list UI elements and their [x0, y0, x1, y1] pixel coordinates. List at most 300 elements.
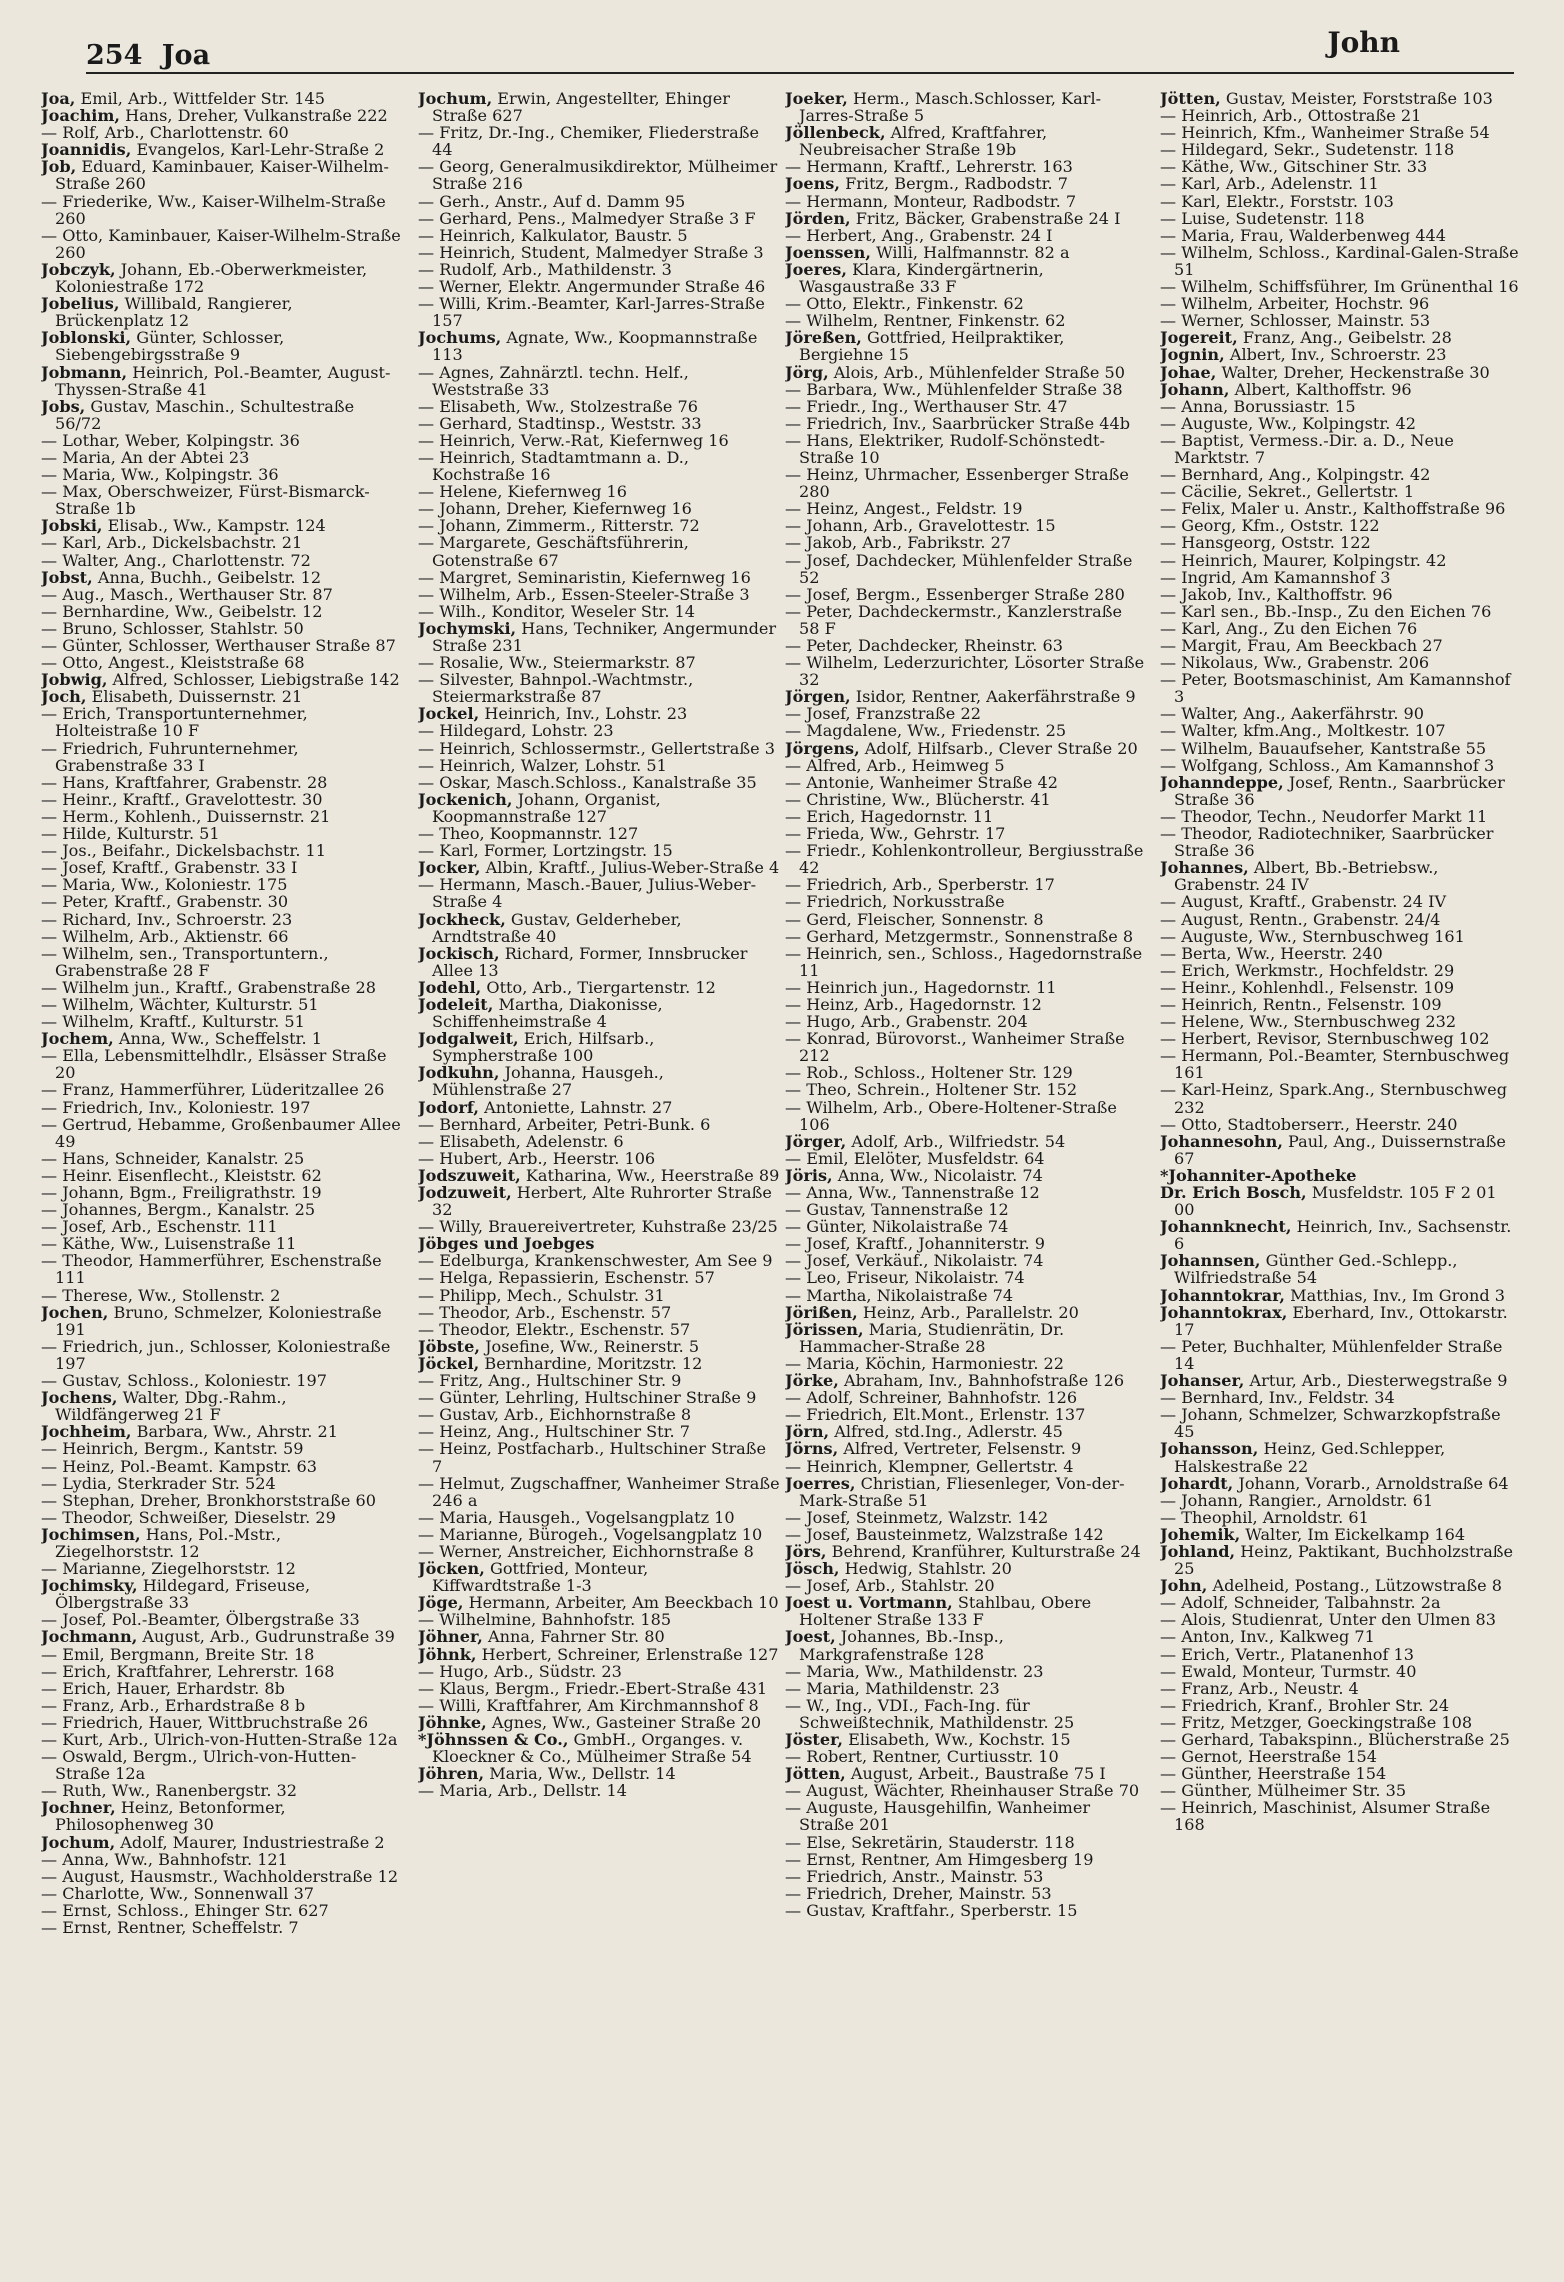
directory-entry: — Theodor, Techn., Neudorfer Markt 11 [1160, 806, 1488, 826]
directory-entry: Jobelius, Willibald, Rangierer, Brückenplatz 12 [41, 294, 293, 331]
directory-entry: — Maria, An der Abtei 23 [41, 447, 250, 467]
directory-entry: — Josef, Kraftf., Johanniterstr. 9 [785, 1234, 1045, 1254]
directory-entry: — Georg, Kfm., Oststr. 122 [1160, 516, 1380, 536]
directory-entry: — Oswald, Bergm., Ulrich-von-Hutten-Straße 12a [41, 1747, 357, 1784]
directory-entry: — Erich, Hagedornstr. 11 [785, 806, 994, 826]
directory-entry: — Hildegard, Lohstr. 23 [418, 721, 614, 741]
directory-entry: — Friedrich, Inv., Koloniestr. 197 [41, 1097, 311, 1117]
directory-entry: — Wilhelm, Lederzurichter, Lösorter Straße 32 [785, 653, 1145, 690]
directory-entry: Jodorf, Antoniette, Lahnstr. 27 [418, 1097, 673, 1117]
directory-entry: — Heinz, Arb., Hagedornstr. 12 [785, 994, 1042, 1014]
page-number: 254 [86, 40, 143, 71]
directory-entry: — Werner, Anstreicher, Eichhornstraße 8 [418, 1541, 754, 1561]
directory-entry: Jodgalweit, Erich, Hilfsarb., Sympherstraße 100 [418, 1029, 655, 1066]
directory-entry: — Josef, Steinmetz, Walzstr. 142 [785, 1507, 1049, 1527]
directory-entry: — Josef, Arb., Eschenstr. 111 [41, 1217, 278, 1237]
directory-entry: — Hugo, Arb., Südstr. 23 [418, 1661, 622, 1681]
directory-entry: — Hansgeorg, Oststr. 122 [1160, 533, 1371, 553]
directory-entry: — Heinrich, Klempner, Gellertstr. 4 [785, 1456, 1074, 1476]
directory-entry: — Otto, Elektr., Finkenstr. 62 [785, 294, 1024, 314]
directory-entry: — Heinrich, Kalkulator, Baustr. 5 [418, 225, 688, 245]
directory-entry: — Werner, Schlosser, Mainstr. 53 [1160, 311, 1431, 331]
directory-entry: — Gustav, Arb., Eichhornstraße 8 [418, 1405, 692, 1425]
directory-entry: — Erich, Hauer, Erhardstr. 8b [41, 1678, 285, 1698]
directory-entry: — Bernhard, Inv., Feldstr. 34 [1160, 1388, 1395, 1408]
directory-entry: — Marianne, Bürogeh., Vogelsangplatz 10 [418, 1524, 763, 1544]
directory-entry: — Josef, Kraftf., Grabenstr. 33 I [41, 858, 298, 878]
directory-entry: — Erich, Vertr., Platanenhof 13 [1160, 1644, 1415, 1664]
directory-entry: Johann, Albert, Kalthoffstr. 96 [1160, 379, 1412, 399]
directory-entry: — Günter, Lehrling, Hultschiner Straße 9 [418, 1388, 757, 1408]
directory-entry: — Herbert, Ang., Grabenstr. 24 I [785, 225, 1053, 245]
directory-entry: — Josef, Arb., Stahlstr. 20 [785, 1576, 995, 1596]
directory-entry: Jochum, Erwin, Angestellter, Ehinger Straße 627 [418, 90, 730, 126]
directory-entry: — Werner, Elektr. Angermunder Straße 46 [418, 277, 766, 297]
directory-entry: — Maria, Ww., Mathildenstr. 23 [785, 1661, 1044, 1681]
directory-entry: Jöster, Elisabeth, Ww., Kochstr. 15 [785, 1730, 1071, 1749]
directory-entry: — Elisabeth, Adelenstr. 6 [418, 1131, 624, 1151]
directory-entry: Jodzuweit, Herbert, Alte Ruhrorter Straße 32 [418, 1183, 772, 1220]
directory-entry: — Wilhelm, Arbeiter, Hochstr. 96 [1160, 294, 1430, 314]
directory-entry: Jobst, Anna, Buchh., Geibelstr. 12 [41, 567, 322, 587]
directory-entry: — Anna, Ww., Tannenstraße 12 [785, 1183, 1040, 1202]
directory-entry: Jötten, Gustav, Meister, Forststraße 103 [1160, 90, 1493, 108]
directory-entry: — Hermann, Masch.-Bauer, Julius-Weber-Straße 4 [418, 875, 757, 912]
directory-entry: — Bruno, Schlosser, Stahlstr. 50 [41, 618, 304, 638]
directory-entry: — Auguste, Hausgehilfin, Wanheimer Straße 201 [785, 1798, 1091, 1835]
directory-entry: — Rolf, Arb., Charlottenstr. 60 [41, 123, 289, 143]
directory-entry: — Wolfgang, Schloss., Am Kamannshof 3 [1160, 755, 1495, 775]
directory-entry: — Anna, Ww., Bahnhofstr. 121 [41, 1849, 288, 1869]
directory-entry: — Josef, Pol.-Beamter, Ölbergstraße 33 [41, 1610, 360, 1630]
directory-entry: — Heinrich, Stadtamtmann a. D., Kochstraße 16 [418, 447, 690, 485]
directory-entry: — Karl, Former, Lortzingstr. 15 [418, 841, 673, 861]
directory-entry: — Johann, Bgm., Freiligrathstr. 19 [41, 1183, 322, 1202]
directory-entry: — Friedrich, Norkusstraße [785, 892, 1005, 912]
directory-entry: — Lothar, Weber, Kolpingstr. 36 [41, 430, 300, 450]
directory-entry: — Johann, Arb., Gravelottestr. 15 [785, 516, 1056, 536]
directory-entry: Jodeleit, Martha, Diakonisse, Schiffenheimstraße 4 [418, 994, 663, 1032]
directory-entry: — Heinz, Uhrmacher, Essenberger Straße 280 [785, 465, 1129, 502]
directory-entry: Jockisch, Richard, Former, Innsbrucker Allee 13 [418, 943, 748, 980]
directory-entry: Jöbste, Josefine, Ww., Reinerstr. 5 [418, 1336, 700, 1356]
directory-entry: Johae, Walter, Dreher, Heckenstraße 30 [1160, 362, 1490, 382]
directory-entry: Joenssen, Willi, Halfmannstr. 82 a [785, 242, 1070, 262]
directory-entry: — Theo, Koopmannstr. 127 [418, 824, 639, 844]
directory-entry: — Theodor, Radiotechniker, Saarbrücker Straße 36 [1160, 824, 1494, 861]
directory-entry: Jochmann, August, Arb., Gudrunstraße 39 [41, 1627, 395, 1647]
directory-entry: — Gustav, Schloss., Koloniestr. 197 [41, 1371, 328, 1391]
directory-entry: — Wilhelm, Arb., Aktienstr. 66 [41, 926, 289, 946]
directory-entry: Jochum, Adolf, Maurer, Industriestraße 2 [41, 1832, 385, 1852]
directory-entry: — Wilhelmine, Bahnhofstr. 185 [418, 1610, 672, 1630]
directory-entry: — Rudolf, Arb., Mathildenstr. 3 [418, 259, 672, 279]
directory-entry: Jörgen, Isidor, Rentner, Aakerfährstraße 9 [785, 687, 1136, 707]
directory-entry: — Friedrich, Elt.Mont., Erlenstr. 137 [785, 1405, 1086, 1425]
directory-entry: Jochimsky, Hildegard, Friseuse, Ölbergstraße 33 [41, 1576, 311, 1613]
directory-entry: *Johanniter-Apotheke [1160, 1165, 1357, 1185]
directory-entry: — Josef, Verkäuf., Nikolaistr. 74 [785, 1251, 1044, 1271]
directory-entry: — Baptist, Vermess.-Dir. a. D., Neue Marktstr. 7 [1160, 430, 1454, 467]
directory-entry: — Fritz, Metzger, Goeckingstraße 108 [1160, 1712, 1473, 1732]
directory-entry: — Heinz, Ang., Hultschiner Str. 7 [418, 1422, 691, 1442]
directory-entry: — Käthe, Ww., Luisenstraße 11 [41, 1234, 297, 1254]
directory-entry: — Gerhard, Pens., Malmedyer Straße 3 F [418, 208, 756, 228]
directory-entry: — Ella, Lebensmittelhdlr., Elsässer Straße 20 [41, 1046, 387, 1083]
column-4 [1160, 90, 1522, 2270]
directory-entry: — Friedr., Ing., Werthauser Str. 47 [785, 396, 1068, 416]
directory-entry: — Günther, Mülheimer Str. 35 [1160, 1781, 1407, 1801]
directory-entry: — Maria, Frau, Walderbenweg 444 [1160, 225, 1447, 245]
directory-entry: — Charlotte, Ww., Sonnenwall 37 [41, 1883, 315, 1903]
directory-entry: — Margret, Seminaristin, Kiefernweg 16 [418, 567, 751, 587]
directory-entry: Johannknecht, Heinrich, Inv., Sachsenstr. 6 [1160, 1217, 1512, 1254]
header-left-word: Joa [161, 40, 211, 71]
directory-entry: Joa, Emil, Arb., Wittfelder Str. 145 [41, 90, 325, 108]
directory-entry: Jöcken, Gottfried, Monteur, Kiffwardtstraße 1-3 [418, 1559, 649, 1596]
directory-entry: Jöge, Hermann, Arbeiter, Am Beeckbach 10 [418, 1593, 779, 1613]
directory-entry: — Gustav, Tannenstraße 12 [785, 1200, 1009, 1220]
directory-entry: — Jakob, Inv., Kalthoffstr. 96 [1160, 584, 1393, 604]
directory-entry: — Maria, Arb., Dellstr. 14 [418, 1781, 627, 1801]
directory-entry: — Erich, Kraftfahrer, Lehrerstr. 168 [41, 1661, 335, 1681]
directory-entry: Johansson, Heinz, Ged.Schlepper, Halskestraße 22 [1160, 1439, 1446, 1476]
directory-entry: — Alois, Studienrat, Unter den Ulmen 83 [1160, 1610, 1496, 1630]
directory-entry: Johannesohn, Paul, Ang., Duissernstraße 67 [1160, 1131, 1506, 1168]
directory-entry: — Maria, Ww., Kolpingstr. 36 [41, 465, 279, 485]
directory-entry: — Friedrich, Anstr., Mainstr. 53 [785, 1866, 1044, 1886]
directory-entry: Jockenich, Johann, Organist, Koopmannstraße 127 [418, 789, 661, 826]
directory-entry: — Karl-Heinz, Spark.Ang., Sternbuschweg 232 [1160, 1080, 1507, 1117]
directory-entry: — Emil, Elelöter, Musfeldstr. 64 [785, 1148, 1045, 1168]
directory-entry: — August, Hausmstr., Wachholderstraße 12 [41, 1866, 399, 1886]
directory-entry: — Heinz, Postfacharb., Hultschiner Straße 7 [418, 1439, 767, 1476]
directory-entry: Jöllenbeck, Alfred, Kraftfahrer, Neubreisacher Straße 19b [785, 123, 1048, 160]
directory-entry: Jognin, Albert, Inv., Schroerstr. 23 [1160, 345, 1447, 365]
directory-entry: — August, Rentn., Grabenstr. 24/4 [1160, 909, 1441, 929]
directory-entry: — Heinrich, Verw.-Rat, Kiefernweg 16 [418, 430, 729, 450]
directory-entry: — Theophil, Arnoldstr. 61 [1160, 1507, 1369, 1527]
directory-entry: — Anna, Borussiastr. 15 [1160, 396, 1356, 416]
directory-entry: Jörn, Alfred, std.Ing., Adlerstr. 45 [785, 1422, 1063, 1442]
directory-entry: — Elisabeth, Ww., Stolzestraße 76 [418, 396, 698, 416]
directory-entry: — Heinr. Eisenflecht., Kleiststr. 62 [41, 1165, 322, 1185]
directory-entry: — Heinrich, Schlossermstr., Gellertstraße 3 [418, 738, 775, 758]
directory-entry: — Rosalie, Ww., Steiermarkstr. 87 [418, 653, 696, 673]
directory-entry: — Heinrich, Student, Malmedyer Straße 3 [418, 242, 764, 262]
directory-entry: — Martha, Nikolaistraße 74 [785, 1285, 1014, 1305]
directory-entry: — Hermann, Monteur, Radbodstr. 7 [785, 191, 1077, 211]
directory-entry: — Karl, Arb., Dickelsbachstr. 21 [41, 533, 303, 553]
directory-entry: Jobski, Elisab., Ww., Kampstr. 124 [41, 516, 326, 536]
directory-entry: — Friedrich, Kranf., Brohler Str. 24 [1160, 1695, 1450, 1715]
directory-entry: — Jos., Beifahr., Dickelsbachstr. 11 [41, 841, 327, 861]
directory-entry: Jörißen, Heinz, Arb., Parallelstr. 20 [785, 1302, 1079, 1322]
directory-entry: — Johann, Dreher, Kiefernweg 16 [418, 499, 692, 519]
directory-entry: — Margarete, Geschäftsführerin, Gotenstraße 67 [418, 533, 689, 570]
header-right-word: John [1327, 26, 1400, 59]
column-3 [785, 90, 1147, 2270]
directory-entry: — Gerhard, Metzgermstr., Sonnenstraße 8 [785, 926, 1134, 946]
directory-entry: — Wilhelm, Rentner, Finkenstr. 62 [785, 311, 1066, 331]
directory-entry: — Barbara, Ww., Mühlenfelder Straße 38 [785, 379, 1123, 399]
directory-entry: — Johann, Zimmerm., Ritterstr. 72 [418, 516, 700, 536]
directory-entry: — Maria, Hausgeh., Vogelsangplatz 10 [418, 1507, 735, 1527]
directory-entry: — Felix, Maler u. Anstr., Kalthoffstraße 96 [1160, 499, 1506, 519]
directory-entry: — Anton, Inv., Kalkweg 71 [1160, 1627, 1375, 1647]
directory-entry: — Ernst, Rentner, Scheffelstr. 7 [41, 1918, 299, 1938]
directory-entry: Joerres, Christian, Fliesenleger, Von-der-Mark-Straße 51 [785, 1473, 1125, 1510]
directory-entry: — Marianne, Ziegelhorststr. 12 [41, 1559, 296, 1579]
directory-entry: Johland, Heinz, Paktikant, Buchholzstraße 25 [1160, 1541, 1514, 1579]
directory-entry: — Johannes, Bergm., Kanalstr. 25 [41, 1200, 316, 1220]
directory-entry: — Konrad, Bürovorst., Wanheimer Straße 212 [785, 1029, 1125, 1066]
directory-entry: — Gerd, Fleischer, Sonnenstr. 8 [785, 909, 1044, 929]
directory-entry: — Heinrich, Bergm., Kantstr. 59 [41, 1439, 304, 1459]
directory-entry: Joens, Fritz, Bergm., Radbodstr. 7 [785, 174, 1069, 194]
directory-entry: — Gerhard, Stadtinsp., Weststr. 33 [418, 413, 702, 433]
directory-entry: Jörissen, Maria, Studienrätin, Dr. Hammacher-Straße 28 [785, 1319, 1065, 1356]
directory-entry: Job, Eduard, Kaminbauer, Kaiser-Wilhelm-Straße 260 [41, 157, 389, 194]
directory-entry: Jobczyk, Johann, Eb.-Oberwerkmeister, Koloniestraße 172 [41, 259, 368, 297]
directory-entry: Jogereit, Franz, Ang., Geibelstr. 28 [1160, 328, 1452, 348]
directory-entry: — Willi, Krim.-Beamter, Karl-Jarres-Straße 157 [418, 294, 765, 331]
directory-entry: — Hans, Kraftfahrer, Grabenstr. 28 [41, 772, 328, 792]
directory-entry: — Franz, Arb., Neustr. 4 [1160, 1678, 1359, 1698]
directory-entry: — Richard, Inv., Schroerstr. 23 [41, 909, 293, 929]
directory-entry: — Friederike, Ww., Kaiser-Wilhelm-Straße 260 [41, 191, 386, 228]
directory-entry: Jörns, Alfred, Vertreter, Felsenstr. 9 [785, 1439, 1082, 1459]
directory-entry: — Heinrich, Maschinist, Alsumer Straße 168 [1160, 1798, 1491, 1835]
directory-entry: — Wilhelm, Bauaufseher, Kantstraße 55 [1160, 738, 1487, 758]
directory-entry: — Christine, Ww., Blücherstr. 41 [785, 789, 1051, 809]
directory-entry: Jöbges und Joebges [418, 1234, 595, 1254]
directory-entry: — Heinrich, Rentn., Felsenstr. 109 [1160, 994, 1442, 1014]
directory-entry: Jochens, Walter, Dbg.-Rahm., Wildfängerweg 21 F [41, 1388, 287, 1425]
directory-entry: Jörger, Adolf, Arb., Wilfriedstr. 54 [785, 1131, 1066, 1151]
directory-entry: Joannidis, Evangelos, Karl-Lehr-Straße 2 [41, 140, 385, 160]
directory-entry: — Hilde, Kulturstr. 51 [41, 824, 220, 844]
directory-entry: Johanser, Artur, Arb., Diesterwegstraße 9 [1160, 1371, 1508, 1391]
directory-entry: — Max, Oberschweizer, Fürst-Bismarck-Straße 1b [41, 482, 370, 519]
directory-entry: — Josef, Bausteinmetz, Walzstraße 142 [785, 1524, 1104, 1544]
directory-entry: — Karl, Elektr., Forststr. 103 [1160, 191, 1394, 211]
directory-entry: — Friedrich, Fuhrunternehmer, Grabenstraße 33 I [41, 738, 299, 775]
directory-entry: — Maria, Mathildenstr. 23 [785, 1678, 1000, 1698]
directory-entry: Joch, Elisabeth, Duissernstr. 21 [41, 687, 303, 707]
directory-entry: Joachim, Hans, Dreher, Vulkanstraße 222 [41, 106, 388, 126]
directory-entry: Jörg, Alois, Arb., Mühlenfelder Straße 50 [785, 362, 1126, 382]
directory-entry: — Ingrid, Am Kamannshof 3 [1160, 567, 1391, 587]
directory-entry: Jobmann, Heinrich, Pol.-Beamter, August-Thyssen-Straße 41 [41, 362, 391, 399]
directory-entry: — Alfred, Arb., Heimweg 5 [785, 755, 1005, 775]
directory-entry: — Leo, Friseur, Nikolaistr. 74 [785, 1268, 1025, 1288]
directory-entry: — Josef, Franzstraße 22 [785, 704, 981, 724]
directory-entry: — Cäcilie, Sekret., Gellertstr. 1 [1160, 482, 1415, 502]
directory-entry: — Karl, Arb., Adelenstr. 11 [1160, 174, 1379, 194]
page-header-left [86, 40, 210, 71]
column-1 [41, 90, 403, 2270]
directory-entry: Johardt, Johann, Vorarb., Arnoldstraße 64 [1160, 1473, 1509, 1493]
directory-entry: — Silvester, Bahnpol.-Wachtmstr., Steiermarkstraße 87 [418, 670, 694, 707]
directory-entry: — Gernot, Heerstraße 154 [1160, 1747, 1377, 1767]
directory-entry: — Bernhard, Ang., Kolpingstr. 42 [1160, 465, 1431, 485]
directory-entry: — Maria, Ww., Koloniestr. 175 [41, 875, 288, 895]
directory-entry: Jöhren, Maria, Ww., Dellstr. 14 [418, 1764, 676, 1784]
directory-entry: — Helmut, Zugschaffner, Wanheimer Straße 246 a [418, 1473, 780, 1510]
directory-entry: Jörden, Fritz, Bäcker, Grabenstraße 24 I [785, 208, 1121, 228]
directory-entry: — Frieda, Ww., Gehrstr. 17 [785, 824, 1006, 844]
directory-entry: Joest u. Vortmann, Stahlbau, Obere Holtener Straße 133 F [785, 1593, 1092, 1630]
directory-entry: Jochums, Agnate, Ww., Koopmannstraße 113 [418, 328, 758, 365]
directory-entry: Jöhner, Anna, Fahrner Str. 80 [418, 1627, 665, 1647]
directory-entry: — Ernst, Schloss., Ehinger Str. 627 [41, 1900, 329, 1920]
directory-entry: — Walter, Ang., Aakerfährstr. 90 [1160, 704, 1425, 724]
directory-entry: — Fritz, Dr.-Ing., Chemiker, Fliederstraße 44 [418, 123, 759, 160]
directory-entry: — Theodor, Arb., Eschenstr. 57 [418, 1302, 672, 1322]
directory-entry: Johannsen, Günther Ged.-Schlepp., Wilfriedstraße 54 [1160, 1251, 1458, 1288]
directory-entry: Jösch, Hedwig, Stahlstr. 20 [785, 1559, 1012, 1579]
directory-entry: Jochymski, Hans, Techniker, Angermunder Straße 231 [418, 618, 777, 655]
directory-entry: Jöhnk, Herbert, Schreiner, Erlenstraße 127 [418, 1644, 779, 1664]
directory-entry: — Antonie, Wanheimer Straße 42 [785, 772, 1059, 792]
directory-entry: Jöris, Anna, Ww., Nicolaistr. 74 [785, 1165, 1043, 1185]
directory-entry: Joblonski, Günter, Schlosser, Siebengebirgsstraße 9 [41, 328, 285, 365]
directory-entry: — Bernhardine, Ww., Geibelstr. 12 [41, 601, 323, 621]
directory-entry: Jochen, Bruno, Schmelzer, Koloniestraße 191 [41, 1302, 382, 1339]
directory-entry: Dr. Erich Bosch, Musfeldstr. 105 F 2 01 00 [1160, 1183, 1497, 1220]
directory-entry: — Wilhelm, sen., Transportuntern., Grabenstraße 28 F [41, 943, 329, 980]
directory-entry: — Fritz, Ang., Hultschiner Str. 9 [418, 1371, 682, 1391]
directory-entry: — Walter, kfm.Ang., Moltkestr. 107 [1160, 721, 1446, 741]
directory-entry: — Günther, Heerstraße 154 [1160, 1764, 1387, 1784]
directory-entry: — Magdalene, Ww., Friedenstr. 25 [785, 721, 1067, 741]
directory-entry: — W., Ing., VDI., Fach-Ing. für Schweißtechnik, Mathildenstr. 25 [785, 1695, 1075, 1732]
directory-entry: — Gustav, Kraftfahr., Sperberstr. 15 [785, 1900, 1078, 1920]
directory-entry: — Heinr., Kraftf., Gravelottestr. 30 [41, 789, 323, 809]
directory-entry: — Wilhelm, Kraftf., Kulturstr. 51 [41, 1012, 305, 1032]
directory-entry: — Heinz, Pol.-Beamt. Kampstr. 63 [41, 1456, 318, 1476]
directory-entry: Jöckel, Bernhardine, Moritzstr. 12 [418, 1353, 703, 1373]
directory-entry: — Oskar, Masch.Schloss., Kanalstraße 35 [418, 772, 757, 792]
directory-entry: — Helga, Repassierin, Eschenstr. 57 [418, 1268, 715, 1288]
directory-entry: — Karl, Ang., Zu den Eichen 76 [1160, 618, 1418, 638]
directory-entry: — Käthe, Ww., Gitschiner Str. 33 [1160, 157, 1428, 177]
directory-entry: — August, Kraftf., Grabenstr. 24 IV [1160, 892, 1447, 912]
directory-entry: — Therese, Ww., Stollenstr. 2 [41, 1285, 281, 1305]
directory-entry: — Otto, Stadtoberserr., Heerstr. 240 [1160, 1114, 1458, 1134]
directory-entry: — Ruth, Ww., Ranenbergstr. 32 [41, 1781, 298, 1801]
directory-entry: — Günter, Schlosser, Werthauser Straße 87 [41, 636, 396, 655]
directory-entry: — August, Wächter, Rheinhauser Straße 70 [785, 1781, 1140, 1801]
directory-entry: Jockel, Heinrich, Inv., Lohstr. 23 [418, 704, 688, 724]
directory-entry: — Hugo, Arb., Grabenstr. 204 [785, 1012, 1028, 1032]
directory-entry: — Margit, Frau, Am Beeckbach 27 [1160, 636, 1443, 655]
directory-entry: *Jöhnssen & Co., GmbH., Organges. v. Kloeckner & Co., Mülheimer Straße 54 [418, 1730, 752, 1767]
directory-entry: Jochner, Heinz, Betonformer, Philosophenweg 30 [41, 1798, 286, 1835]
directory-entry: — Hermann, Kraftf., Lehrerstr. 163 [785, 157, 1073, 177]
directory-entry: — Friedrich, Hauer, Wittbruchstraße 26 [41, 1712, 369, 1732]
directory-entry: Jötten, August, Arbeit., Baustraße 75 I [785, 1764, 1106, 1784]
directory-entry: Jöreßen, Gottfried, Heilpraktiker, Bergiehne 15 [785, 328, 1065, 365]
directory-entry: Johannes, Albert, Bb.-Betriebsw., Grabenstr. 24 IV [1160, 858, 1439, 895]
directory-entry: — Jakob, Arb., Fabrikstr. 27 [785, 533, 1012, 553]
directory-entry: — Gertrud, Hebamme, Großenbaumer Allee 49 [41, 1114, 401, 1151]
directory-entry: — Gerh., Anstr., Auf d. Damm 95 [418, 191, 686, 211]
directory-entry: — Herbert, Revisor, Sternbuschweg 102 [1160, 1029, 1490, 1049]
directory-entry: — Agnes, Zahnärztl. techn. Helf., Weststraße 33 [418, 362, 689, 399]
directory-entry: Johanntokrar, Matthias, Inv., Im Grond 3 [1160, 1285, 1505, 1305]
directory-entry: — Theo, Schrein., Holtener Str. 152 [785, 1080, 1078, 1100]
directory-entry: — Friedrich, Inv., Saarbrücker Straße 44b [785, 413, 1131, 433]
directory-entry: — Friedrich, Dreher, Mainstr. 53 [785, 1883, 1052, 1903]
directory-entry: — Peter, Buchhalter, Mühlenfelder Straße 14 [1160, 1336, 1503, 1373]
directory-entry: — Peter, Kraftf., Grabenstr. 30 [41, 892, 289, 912]
directory-entry: — Adolf, Schneider, Talbahnstr. 2a [1160, 1593, 1441, 1613]
directory-entry: Jörke, Abraham, Inv., Bahnhofstraße 126 [785, 1371, 1125, 1391]
column-2 [418, 90, 780, 2270]
directory-entry: — Philipp, Mech., Schulstr. 31 [418, 1285, 665, 1305]
directory-entry: Jobwig, Alfred, Schlosser, Liebigstraße 142 [41, 670, 400, 690]
directory-entry: — Theodor, Schweißer, Dieselstr. 29 [41, 1507, 336, 1527]
directory-entry: — Auguste, Ww., Kolpingstr. 42 [1160, 413, 1417, 433]
directory-entry: — Klaus, Bergm., Friedr.-Ebert-Straße 431 [418, 1678, 768, 1698]
directory-entry: Johanndeppe, Josef, Rentn., Saarbrücker Straße 36 [1160, 772, 1505, 809]
directory-entry: — Hermann, Pol.-Beamter, Sternbuschweg 161 [1160, 1046, 1510, 1083]
directory-entry: Jodehl, Otto, Arb., Tiergartenstr. 12 [418, 977, 716, 997]
directory-entry: Jodszuweit, Katharina, Ww., Heerstraße 89 [418, 1165, 780, 1185]
directory-entry: — Georg, Generalmusikdirektor, Mülheimer Straße 216 [418, 157, 778, 194]
directory-entry: — Heinz, Angest., Feldstr. 19 [785, 499, 1023, 519]
directory-entry: — Franz, Hammerführer, Lüderitzallee 26 [41, 1080, 385, 1100]
directory-entry: — Wilhelm, Schloss., Kardinal-Galen-Straße 51 [1160, 242, 1519, 279]
directory-entry: — Stephan, Dreher, Bronkhorststraße 60 [41, 1490, 376, 1510]
directory-entry: — Wilhelm, Wächter, Kulturstr. 51 [41, 994, 319, 1014]
directory-entry: — Luise, Sudetenstr. 118 [1160, 208, 1365, 228]
header-rule [86, 72, 1514, 74]
directory-entry: Jockheck, Gustav, Gelderheber, Arndtstraße 40 [418, 909, 682, 946]
directory-entry: Jochem, Anna, Ww., Scheffelstr. 1 [41, 1029, 322, 1049]
directory-entry: — Franz, Arb., Erhardstraße 8 b [41, 1695, 306, 1715]
directory-entry: — Friedrich, Arb., Sperberstr. 17 [785, 875, 1055, 895]
directory-entry: — Robert, Rentner, Curtiusstr. 10 [785, 1747, 1059, 1767]
directory-entry: — Kurt, Arb., Ulrich-von-Hutten-Straße 12a [41, 1730, 398, 1749]
directory-entry: — Ewald, Monteur, Turmstr. 40 [1160, 1661, 1417, 1681]
directory-entry: — Hans, Schneider, Kanalstr. 25 [41, 1148, 305, 1168]
directory-entry: — Karl sen., Bb.-Insp., Zu den Eichen 76 [1160, 601, 1492, 621]
directory-entry: — Friedrich, jun., Schlosser, Koloniestraße 197 [41, 1336, 391, 1373]
directory-entry: — Aug., Masch., Werthauser Str. 87 [41, 584, 333, 604]
directory-entry: — Heinrich, Walzer, Lohstr. 51 [418, 755, 667, 775]
directory-entry: — Rob., Schloss., Holtener Str. 129 [785, 1063, 1073, 1083]
directory-entry: — Hildegard, Sekr., Sudetenstr. 118 [1160, 140, 1455, 160]
directory-entry: Jochimsen, Hans, Pol.-Mstr., Ziegelhorststr. 12 [41, 1524, 282, 1561]
directory-entry: Joeres, Klara, Kindergärtnerin, Wasgaustraße 33 F [785, 259, 1044, 297]
directory-entry: Jobs, Gustav, Maschin., Schultestraße 56/72 [41, 396, 355, 433]
directory-entry: — Else, Sekretärin, Stauderstr. 118 [785, 1832, 1075, 1852]
directory-entry: — Wilhelm, Arb., Essen-Steeler-Straße 3 [418, 584, 750, 604]
directory-entry: — Willi, Kraftfahrer, Am Kirchmannshof 8 [418, 1695, 759, 1715]
directory-entry: John, Adelheid, Postang., Lützowstraße 8 [1160, 1576, 1502, 1596]
directory-entry: — Gerhard, Tabakspinn., Blücherstraße 25 [1160, 1730, 1510, 1749]
directory-entry: — Günter, Nikolaistraße 74 [785, 1217, 1009, 1237]
directory-entry: Jörs, Behrend, Kranführer, Kulturstraße 24 [785, 1541, 1141, 1561]
directory-entry: Johemik, Walter, Im Eickelkamp 164 [1160, 1524, 1466, 1544]
directory-entry: Jöhnke, Agnes, Ww., Gasteiner Straße 20 [418, 1712, 762, 1732]
directory-entry: Joest, Johannes, Bb.-Insp., Markgrafenstraße 128 [785, 1627, 1004, 1664]
directory-entry: — Wilhelm, Schiffsführer, Im Grünenthal 16 [1160, 277, 1519, 297]
directory-entry: — Heinr., Kohlenhdl., Felsenstr. 109 [1160, 977, 1455, 997]
